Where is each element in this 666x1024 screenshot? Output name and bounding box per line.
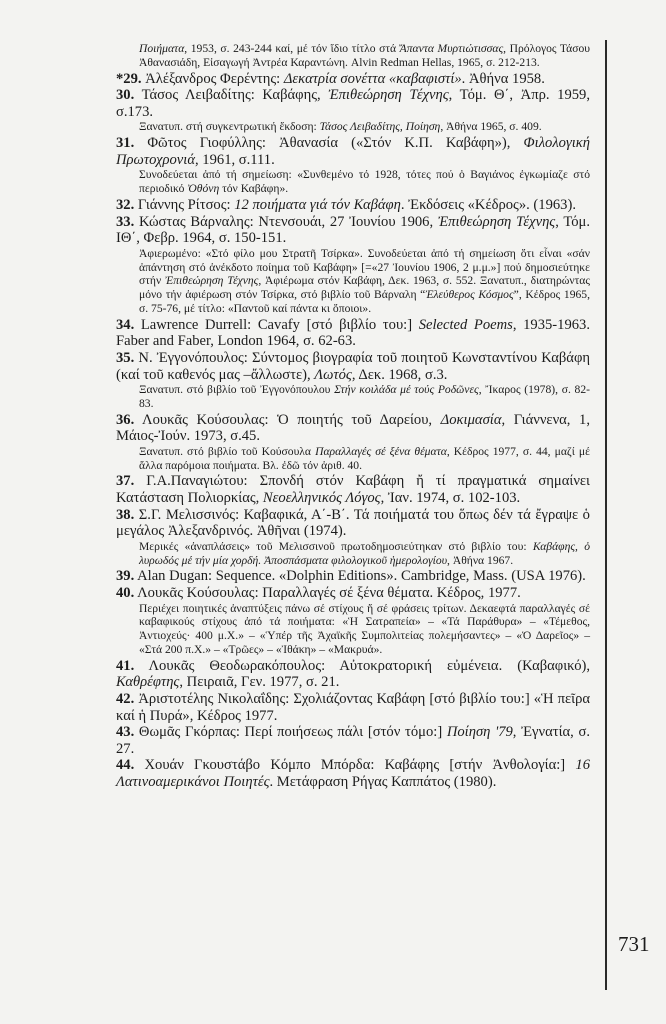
entry-citation bbox=[116, 473, 590, 506]
italic-title: Ἐλεύθερος Κόσμος bbox=[425, 288, 514, 302]
entry-citation bbox=[116, 197, 590, 214]
italic-title: Ποιήματα bbox=[139, 42, 185, 55]
citation-text: Λουκᾶς Κούσουλας: Παραλλαγές σέ ξένα θέματα. Κέδρος, 1977. bbox=[137, 585, 521, 602]
entry-note bbox=[139, 247, 590, 316]
note-text: Μερικές «ἀναπλάσεις» τοῦ Μελισσινοῦ πρωτοδημοσιεύτηκαν στό βιβλίο του: bbox=[139, 539, 533, 553]
entry-number: 37. bbox=[116, 473, 135, 490]
citation-text: . Ἐκδόσεις «Κέδρος». (1963). bbox=[400, 196, 576, 213]
italic-title: 16 Λατινοαμερικάνοι Ποιητές bbox=[116, 757, 590, 790]
entry-number: 35. bbox=[116, 349, 135, 366]
italic-title: Ἄπαντα Μυρτιώτισσας bbox=[399, 42, 504, 55]
entry-number: 41. bbox=[116, 657, 135, 674]
entry-note bbox=[139, 168, 590, 196]
entry-number: *29. bbox=[116, 70, 142, 87]
entry-note bbox=[139, 42, 590, 70]
entry-note bbox=[139, 383, 590, 411]
entry-citation bbox=[116, 350, 590, 383]
citation-text: , Τόμ. ΙΘ΄, Φεβρ. 1964, σ. 150-151. bbox=[116, 213, 590, 247]
citation-text: , Γιάννενα, 1, Μάιος-Ἰούν. 1973, σ.45. bbox=[116, 411, 590, 445]
bibliography-entry bbox=[116, 473, 590, 506]
note-text: Ξανατυπ. στό βιβλίο τοῦ Κούσουλα bbox=[139, 444, 316, 458]
note-text: Ἀφιερωμένο: «Στό φίλο μου Στρατῆ Τσίρκα». Συνοδεύεται ἀπό τή σημείωση ὅτι εἶναι «σάν ἀπάντηση στό ἀνέκδοτο ποίημα τοῦ Καβάφη» [=«27 Ἰουνίου 1906, 2 μ.μ.»] πού δημοσιεύτηκε στήν bbox=[139, 246, 590, 288]
citation-text: Λουκᾶς Θεοδωρακόπουλος: Αὐτοκρατορική εὐμένεια. (Καβαφικό), bbox=[148, 657, 590, 674]
bibliography-entry bbox=[116, 412, 590, 473]
bibliography-entry bbox=[116, 317, 590, 350]
entry-number: 42. bbox=[116, 691, 135, 707]
bibliography-entry bbox=[116, 691, 590, 724]
note-text: , Κέδρος 1977, σ. 44, μαζί μέ ἄλλα παρόμοια ποιήματα. Βλ. ἐδῶ τόν ἀριθ. 40. bbox=[139, 444, 590, 472]
bibliography-list bbox=[116, 42, 590, 791]
bibliography-entry bbox=[116, 658, 590, 691]
bibliography-entry bbox=[116, 585, 590, 657]
entry-note bbox=[139, 445, 590, 473]
entry-citation bbox=[116, 585, 590, 602]
entry-citation bbox=[116, 757, 590, 790]
entry-number: 38. bbox=[116, 506, 135, 523]
entry-number: 32. bbox=[116, 196, 135, 213]
entry-number: 39. bbox=[116, 568, 135, 585]
entry-number: 44. bbox=[116, 757, 135, 774]
entry-citation bbox=[116, 507, 590, 540]
italic-title: Ἐπιθεώρηση Τέχνης bbox=[165, 274, 259, 288]
citation-text: Θωμᾶς Γκόρπας: Περί ποιήσεως πάλι [στόν τόμο:] bbox=[138, 724, 447, 741]
entry-note bbox=[139, 540, 590, 568]
italic-title: Δεκατρία σονέττα «καβαφιστί» bbox=[283, 70, 462, 87]
citation-text: , 1961, σ.111. bbox=[195, 151, 275, 168]
note-text: ”, Κέδρος 1965, σ. 75-76, μέ τίτλο: «Παντοῦ καί πάντα κι ὅποιοι». bbox=[139, 288, 590, 315]
entry-number: 40. bbox=[116, 585, 135, 602]
citation-text: Λουκᾶς Κούσουλας: Ὁ ποιητής τοῦ Δαρείου, bbox=[142, 411, 441, 428]
italic-title: Τάσος Λειβαδίτης, Ποίηση bbox=[319, 120, 441, 134]
bibliography-entry bbox=[116, 214, 590, 316]
citation-text: Ἀριστοτέλης Νικολαΐδης: Σχολιάζοντας Καβάφη [στό βιβλίο του:] «Ἡ πεῖρα καί ἡ Πυρά», Κέδρος 1977. bbox=[116, 691, 590, 724]
italic-title: Λωτός bbox=[314, 366, 352, 383]
italic-title: Ἐπιθεώρηση Τέχνης bbox=[437, 213, 556, 230]
citation-text: Ἀλέξανδρος Φερέντης: bbox=[145, 70, 284, 87]
entry-number: 36. bbox=[116, 411, 135, 428]
italic-title: Φιλολογική Πρωτοχρονιά bbox=[116, 135, 590, 168]
bibliography-entry bbox=[116, 197, 590, 214]
bibliography-entry bbox=[116, 135, 590, 196]
italic-title: Δοκιμασία bbox=[440, 411, 502, 428]
note-text: , Ἀθήνα 1967. bbox=[447, 553, 514, 567]
note-text: Συνοδεύεται ἀπό τή σημείωση: «Συνθεμένο τό 1928, τότες πού ὁ Βαγιάνος ἐγκωμίαζε στό περιοδικό bbox=[139, 168, 590, 196]
entry-citation bbox=[116, 691, 590, 724]
citation-text: , Ἰαν. 1974, σ. 102-103. bbox=[380, 490, 521, 507]
entry-number: 43. bbox=[116, 724, 135, 741]
entry-number: 34. bbox=[116, 316, 135, 333]
italic-title: Νεοελληνικός Λόγος bbox=[262, 490, 381, 507]
bibliography-entry bbox=[116, 42, 590, 70]
entry-citation bbox=[116, 724, 590, 757]
italic-title: Καθρέφτης bbox=[116, 674, 180, 691]
bibliography-entry bbox=[116, 350, 590, 411]
citation-text: Τάσος Λειβαδίτης: Καβάφης, bbox=[141, 87, 329, 104]
entry-citation bbox=[116, 214, 590, 247]
entry-citation bbox=[116, 568, 590, 585]
citation-text: Κώστας Βάρναλης: Ντενσουάι, 27 Ἰουνίου 1906, bbox=[138, 213, 438, 230]
italic-title: Selected Poems bbox=[418, 316, 513, 333]
bibliography-entry bbox=[116, 724, 590, 757]
italic-title: Καβάφης, ὁ λυρωδός μέ τήν μία χορδή. Ἀποσπάσματα φιλολογικοῦ ἡμερολογίου bbox=[139, 539, 591, 567]
italic-title: Ὀθόνη bbox=[187, 182, 220, 196]
entry-note bbox=[139, 602, 590, 657]
entry-number: 33. bbox=[116, 213, 135, 230]
note-text: , 1953, σ. 243-244 καί, μέ τόν ἴδιο τίτλο στά bbox=[184, 42, 400, 55]
note-text: Ξανατυπ. στό βιβλίο τοῦ Ἐγγονόπουλου bbox=[139, 383, 335, 397]
italic-title: Ποίηση '79 bbox=[446, 724, 513, 741]
bibliography-entry bbox=[116, 757, 590, 790]
entry-citation bbox=[116, 658, 590, 691]
italic-title: 12 ποιήματα γιά τόν Καβάφη bbox=[234, 196, 401, 213]
citation-text: , Δεκ. 1968, σ.3. bbox=[351, 366, 448, 383]
entry-citation bbox=[116, 135, 590, 168]
page-number: 731 bbox=[618, 932, 650, 956]
citation-text: Φῶτος Γιοφύλλης: Ἀθανασία («Στόν Κ.Π. Καβάφη»), bbox=[147, 135, 524, 152]
citation-text: . Μετάφραση Ρήγας Καππάτος (1980). bbox=[269, 773, 497, 790]
entry-number: 30. bbox=[116, 87, 135, 104]
italic-title: Παραλλαγές σέ ξένα θέματα bbox=[315, 444, 447, 458]
note-text: , Πρόλογος Τάσου Ἀθανασιάδη, Εἰσαγωγή Ἀντρέα Καραντώνη. Alvin Redman Hellas, 1965, σ. 212-213. bbox=[139, 42, 591, 69]
entry-citation bbox=[116, 87, 590, 120]
citation-text: , Ἐγνατία, σ. 27. bbox=[116, 724, 590, 757]
citation-text: Lawrence Durrell: Cavafy [στό βιβλίο του:] bbox=[140, 316, 419, 333]
note-text: , Ἴκαρος (1978), σ. 82-83. bbox=[139, 383, 590, 410]
citation-text: Γιάννης Ρίτσος: bbox=[137, 196, 235, 213]
italic-title: Στήν κοιλάδα μέ τούς Ροδῶνες bbox=[334, 383, 479, 397]
entry-citation bbox=[116, 71, 590, 88]
citation-text: , Τόμ. Θ΄, Ἀπρ. 1959, σ.173. bbox=[116, 87, 590, 120]
citation-text: , 1935-1963. Faber and Faber, London 1964, σ. 62-63. bbox=[116, 316, 590, 350]
italic-title: Ἐπιθεώρηση Τέχνης bbox=[328, 87, 449, 104]
margin-rule bbox=[605, 40, 607, 990]
citation-text: Ν. Ἐγγονόπουλος: Σύντομος βιογραφία τοῦ ποιητοῦ Κωνσταντίνου Καβάφη (καί τοῦ καθενός μας –ἄλλωστε), bbox=[116, 349, 590, 383]
citation-text: Alan Dugan: Sequence. «Dolphin Editions». Cambridge, Mass. (USA 1976). bbox=[137, 568, 586, 585]
citation-text: Γ.Α.Παναγιώτου: Σπονδή στόν Καβάφη ἤ τί πραγματικά σημαίνει Κατάσταση Πολιορκίας, bbox=[116, 473, 590, 507]
note-text: , Ἀθήνα 1965, σ. 409. bbox=[440, 120, 542, 134]
citation-text: . Ἀθήνα 1958. bbox=[461, 70, 545, 87]
entry-citation bbox=[116, 412, 590, 445]
note-text: τόν Καβάφη». bbox=[219, 182, 289, 196]
bibliography-entry bbox=[116, 568, 590, 585]
note-text: Περιέχει ποιητικές ἀναπτύξεις πάνω σέ στίχους ἤ σέ φράσεις τρίτων. Δεκαεφτά παραλλαγές σέ καβαφικούς στίχους ἀπό τά ποιήματα: «Ἡ Σατραπεία» – «Τά Παράθυρα» – «Τέμεθος, Ἀντιοχεύς· 400 μ.Χ.» – «Ὑπέρ τῆς Ἀχαϊκῆς Συμπολιτείας πολεμήσαντες» – «Ὁ Δαρεῖος» – «Στά 200 π.Χ.» – «Τρῶες» – «Ἰθάκη» – «Μακρυά». bbox=[139, 601, 590, 657]
bibliography-entry bbox=[116, 71, 590, 88]
citation-text: , Πειραιᾶ, Γεν. 1977, σ. 21. bbox=[179, 674, 340, 691]
bibliography-entry bbox=[116, 87, 590, 134]
citation-text: Χουάν Γκουστάβο Κόμπο Μπόρδα: Καβάφης [στήν Ἀνθολογία:] bbox=[144, 757, 576, 774]
citation-text: Σ.Γ. Μελισσινός: Καβαφικά, Α΄-Β΄. Τά ποιήματά του ὅπως δέν τά ἔγραψε ὁ μεγάλος Ἀλεξανδρινός. Ἀθῆναι (1974). bbox=[116, 506, 590, 540]
entry-citation bbox=[116, 317, 590, 350]
note-text: , Ἀφιέρωμα στόν Καβάφη, Δεκ. 1963, σ. 552. Ξανατυπ., διατηρώντας μόνο τήν ἀφιέρωση στόν Τσίρκα, στό βιβλίο τοῦ Βάρναλη “ bbox=[139, 274, 590, 302]
entry-note bbox=[139, 120, 590, 134]
entry-number: 31. bbox=[116, 135, 135, 152]
bibliography-entry bbox=[116, 507, 590, 568]
note-text: Ξανατυπ. στή συγκεντρωτική ἔκδοση: bbox=[139, 120, 320, 134]
